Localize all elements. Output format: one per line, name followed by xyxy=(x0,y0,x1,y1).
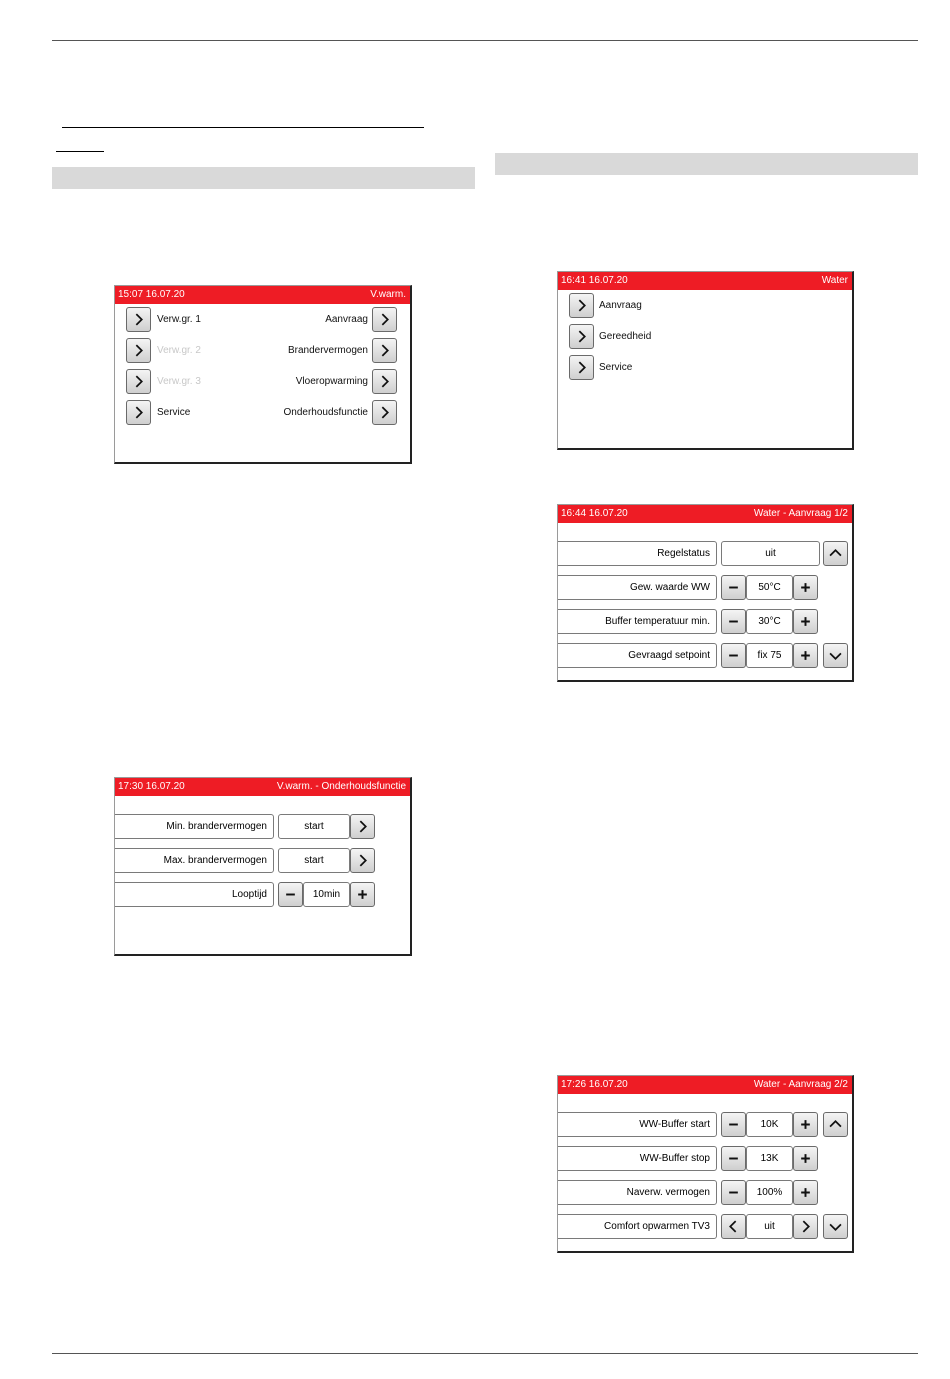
section-bar-left xyxy=(52,167,475,189)
screen-header xyxy=(558,272,852,290)
screen-vwarm-menu xyxy=(114,285,412,464)
plus-icon[interactable] xyxy=(793,575,818,600)
value-naverw-vermogen: 100% xyxy=(746,1180,793,1205)
header-title: V.warm. - Onderhoudsfunctie xyxy=(276,781,406,792)
chevron-right-icon[interactable] xyxy=(126,338,151,363)
row-label-gevraagd-setpoint: Gevraagd setpoint xyxy=(557,643,717,668)
row-label-max-brandervermogen: Max. brandervermogen xyxy=(114,848,274,873)
plus-icon[interactable] xyxy=(350,882,375,907)
screen-water-menu xyxy=(557,271,854,450)
menu-item-onderhoudsfunctie[interactable]: Onderhoudsfunctie xyxy=(283,407,368,418)
chevron-right-icon[interactable] xyxy=(350,814,375,839)
menu-item-vloeropwarming[interactable]: Vloeropwarming xyxy=(295,376,368,387)
bottom-rule xyxy=(52,1353,918,1354)
menu-item-gereedheid[interactable]: Gereedheid xyxy=(599,331,652,342)
value-buffer-temperatuur-min: 30°C xyxy=(746,609,793,634)
row-label-regelstatus: Regelstatus xyxy=(557,541,717,566)
row-label-min-brandervermogen: Min. brandervermogen xyxy=(114,814,274,839)
chevron-down-icon[interactable] xyxy=(823,643,848,668)
row-label-comfort-opwarmen-tv3: Comfort opwarmen TV3 xyxy=(557,1214,717,1239)
plus-icon[interactable] xyxy=(793,609,818,634)
plus-icon[interactable] xyxy=(793,1146,818,1171)
header-title: Water - Aanvraag 2/2 xyxy=(753,1079,848,1090)
minus-icon[interactable] xyxy=(721,1180,746,1205)
value-max-brandervermogen: start xyxy=(278,848,350,873)
row-label-looptijd: Looptijd xyxy=(114,882,274,907)
value-gew-waarde-ww: 50°C xyxy=(746,575,793,600)
plus-icon[interactable] xyxy=(793,1112,818,1137)
value-ww-buffer-start: 10K xyxy=(746,1112,793,1137)
minus-icon[interactable] xyxy=(721,643,746,668)
chevron-right-icon[interactable] xyxy=(126,307,151,332)
chevron-right-icon[interactable] xyxy=(350,848,375,873)
header-title: V.warm. xyxy=(370,289,406,300)
screen-onderhoudsfunctie xyxy=(114,777,412,956)
plus-icon[interactable] xyxy=(793,1180,818,1205)
menu-item-verw-gr-1[interactable]: Verw.gr. 1 xyxy=(157,314,201,325)
header-time: 15:07 16.07.20 xyxy=(118,289,185,300)
minus-icon[interactable] xyxy=(721,609,746,634)
chevron-right-icon[interactable] xyxy=(793,1214,818,1239)
plus-icon[interactable] xyxy=(793,643,818,668)
header-time: 17:26 16.07.20 xyxy=(561,1079,628,1090)
menu-item-verw-gr-2: Verw.gr. 2 xyxy=(157,345,201,356)
header-time: 16:44 16.07.20 xyxy=(561,508,628,519)
chevron-right-icon[interactable] xyxy=(372,369,397,394)
row-label-naverw-vermogen: Naverw. vermogen xyxy=(557,1180,717,1205)
screen-header xyxy=(558,505,852,523)
underline-2 xyxy=(56,151,104,152)
value-comfort-opwarmen-tv3: uit xyxy=(746,1214,793,1239)
menu-item-verw-gr-3: Verw.gr. 3 xyxy=(157,376,201,387)
menu-item-brandervermogen[interactable]: Brandervermogen xyxy=(287,345,368,356)
menu-item-service[interactable]: Service xyxy=(157,407,191,418)
row-label-gew-waarde-ww: Gew. waarde WW xyxy=(557,575,717,600)
chevron-right-icon[interactable] xyxy=(569,293,594,318)
screen-header xyxy=(115,286,410,304)
menu-item-aanvraag[interactable]: Aanvraag xyxy=(325,314,368,325)
screen-header xyxy=(115,778,410,796)
value-looptijd: 10min xyxy=(303,882,350,907)
top-rule xyxy=(52,40,918,41)
minus-icon[interactable] xyxy=(721,575,746,600)
minus-icon[interactable] xyxy=(721,1146,746,1171)
header-time: 17:30 16.07.20 xyxy=(118,781,185,792)
chevron-up-icon[interactable] xyxy=(823,1112,848,1137)
chevron-right-icon[interactable] xyxy=(372,307,397,332)
row-label-ww-buffer-start: WW-Buffer start xyxy=(557,1112,717,1137)
chevron-up-icon[interactable] xyxy=(823,541,848,566)
chevron-right-icon[interactable] xyxy=(126,369,151,394)
minus-icon[interactable] xyxy=(721,1112,746,1137)
row-label-ww-buffer-stop: WW-Buffer stop xyxy=(557,1146,717,1171)
menu-item-service[interactable]: Service xyxy=(599,362,633,373)
value-ww-buffer-stop: 13K xyxy=(746,1146,793,1171)
chevron-right-icon[interactable] xyxy=(126,400,151,425)
chevron-right-icon[interactable] xyxy=(569,324,594,349)
header-title: Water xyxy=(821,275,848,286)
chevron-left-icon[interactable] xyxy=(721,1214,746,1239)
value-min-brandervermogen: start xyxy=(278,814,350,839)
screen-water-aanvraag-2 xyxy=(557,1075,854,1253)
screen-header xyxy=(558,1076,852,1094)
header-title: Water - Aanvraag 1/2 xyxy=(753,508,848,519)
chevron-right-icon[interactable] xyxy=(372,400,397,425)
chevron-right-icon[interactable] xyxy=(372,338,397,363)
chevron-right-icon[interactable] xyxy=(569,355,594,380)
row-label-buffer-temperatuur-min: Buffer temperatuur min. xyxy=(557,609,717,634)
section-bar-right xyxy=(495,153,918,175)
underline-1 xyxy=(62,127,424,128)
value-regelstatus[interactable]: uit xyxy=(721,541,820,566)
chevron-down-icon[interactable] xyxy=(823,1214,848,1239)
minus-icon[interactable] xyxy=(278,882,303,907)
value-gevraagd-setpoint: fix 75 xyxy=(746,643,793,668)
screen-water-aanvraag-1 xyxy=(557,504,854,682)
header-time: 16:41 16.07.20 xyxy=(561,275,628,286)
menu-item-aanvraag[interactable]: Aanvraag xyxy=(599,300,642,311)
